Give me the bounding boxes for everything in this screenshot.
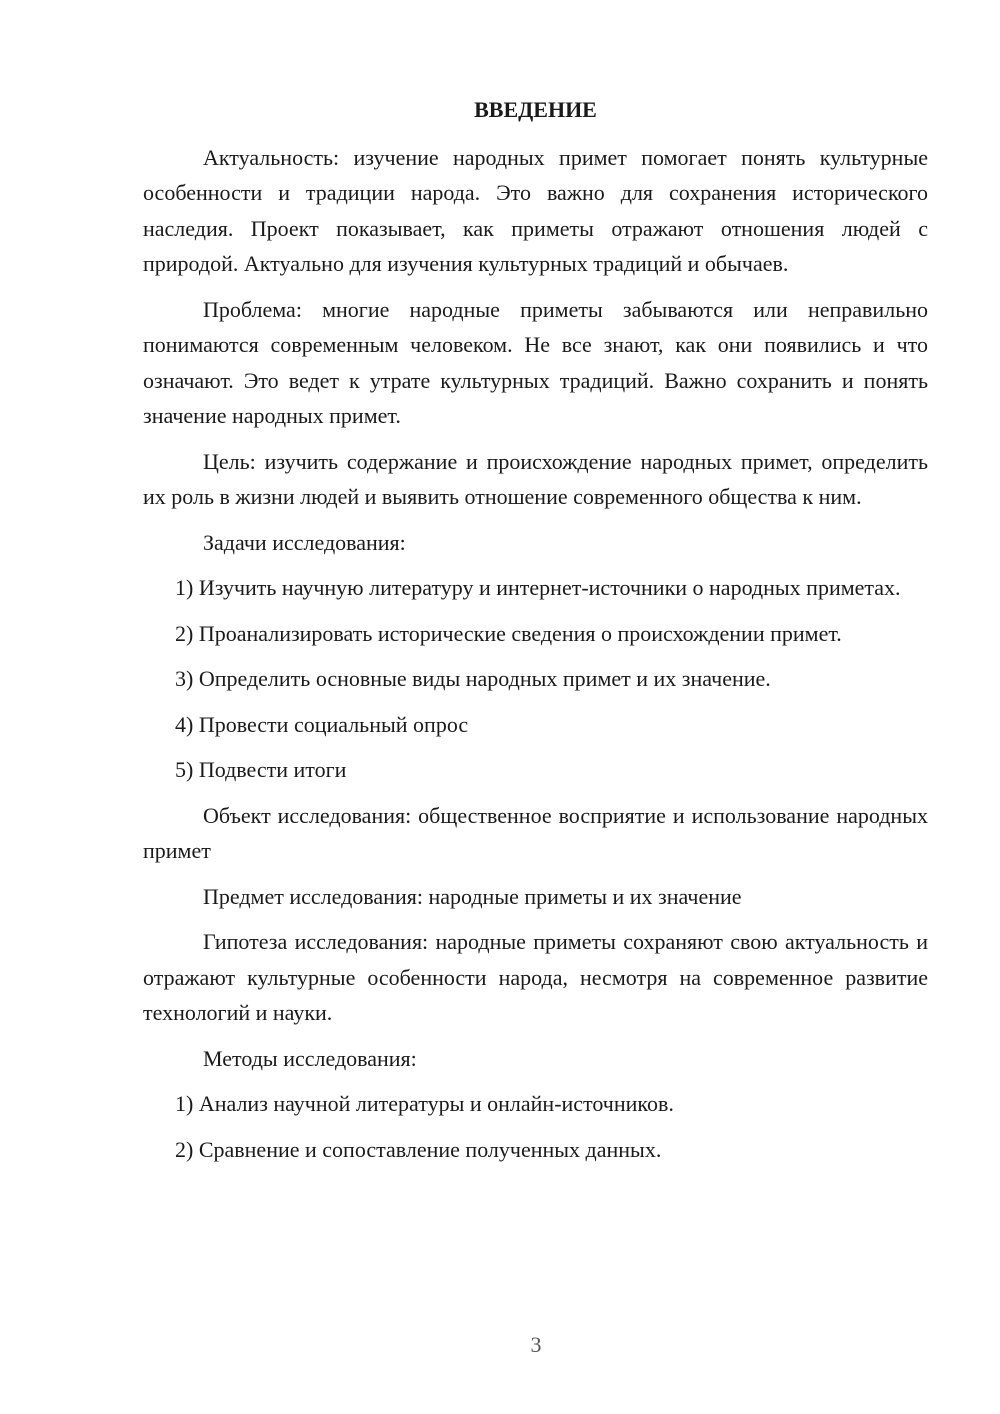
document-page [143, 92, 928, 1177]
task-item: 4) Провести социальный опрос [175, 711, 469, 737]
tasks-heading: Задачи исследования: [203, 529, 406, 555]
goal-paragraph: Цель: изучить содержание и происхождение народных примет, определить их роль в жизни людей и выявить отношение современного общества к ним. [143, 448, 928, 509]
relevance-paragraph: Актуальность: изучение народных примет помогает понять культурные особенности и традиции народа. Это важно для сохранения исторического наследия. Проект показывает, как приметы отражают отношения людей с природой. Актуально для изучения культурных традиций и обычаев. [143, 144, 928, 276]
object-paragraph: Объект исследования: общественное восприятие и использование народных примет [143, 802, 928, 863]
page-title: ВВЕДЕНИЕ [474, 97, 597, 122]
task-item: 3) Определить основные виды народных примет и их значение. [175, 666, 771, 691]
task-item: 5) Подвести итоги [175, 757, 347, 782]
task-item: 2) Проанализировать исторические сведения о происхождении примет. [175, 620, 842, 646]
subject-paragraph: Предмет исследования: народные приметы и их значение [203, 883, 742, 909]
task-item: 1) Изучить научную литературу и интернет-источники о народных приметах. [175, 575, 901, 600]
problem-paragraph: Проблема: многие народные приметы забываются или неправильно понимаются современным человеком. Не все знают, как они появились и что означают. Это ведет к утрате культурных традиций. Важно сохранить и понять значение народных примет. [143, 296, 928, 428]
method-item: 2) Сравнение и сопоставление полученных данных. [175, 1136, 662, 1162]
methods-heading: Методы исследования: [203, 1045, 417, 1071]
page-number: 3 [530, 1332, 542, 1357]
method-item: 1) Анализ научной литературы и онлайн-источников. [175, 1091, 674, 1116]
hypothesis-paragraph: Гипотеза исследования: народные приметы сохраняют свою актуальность и отражают культурные особенности народа, несмотря на современное развитие технологий и науки. [143, 929, 928, 1025]
